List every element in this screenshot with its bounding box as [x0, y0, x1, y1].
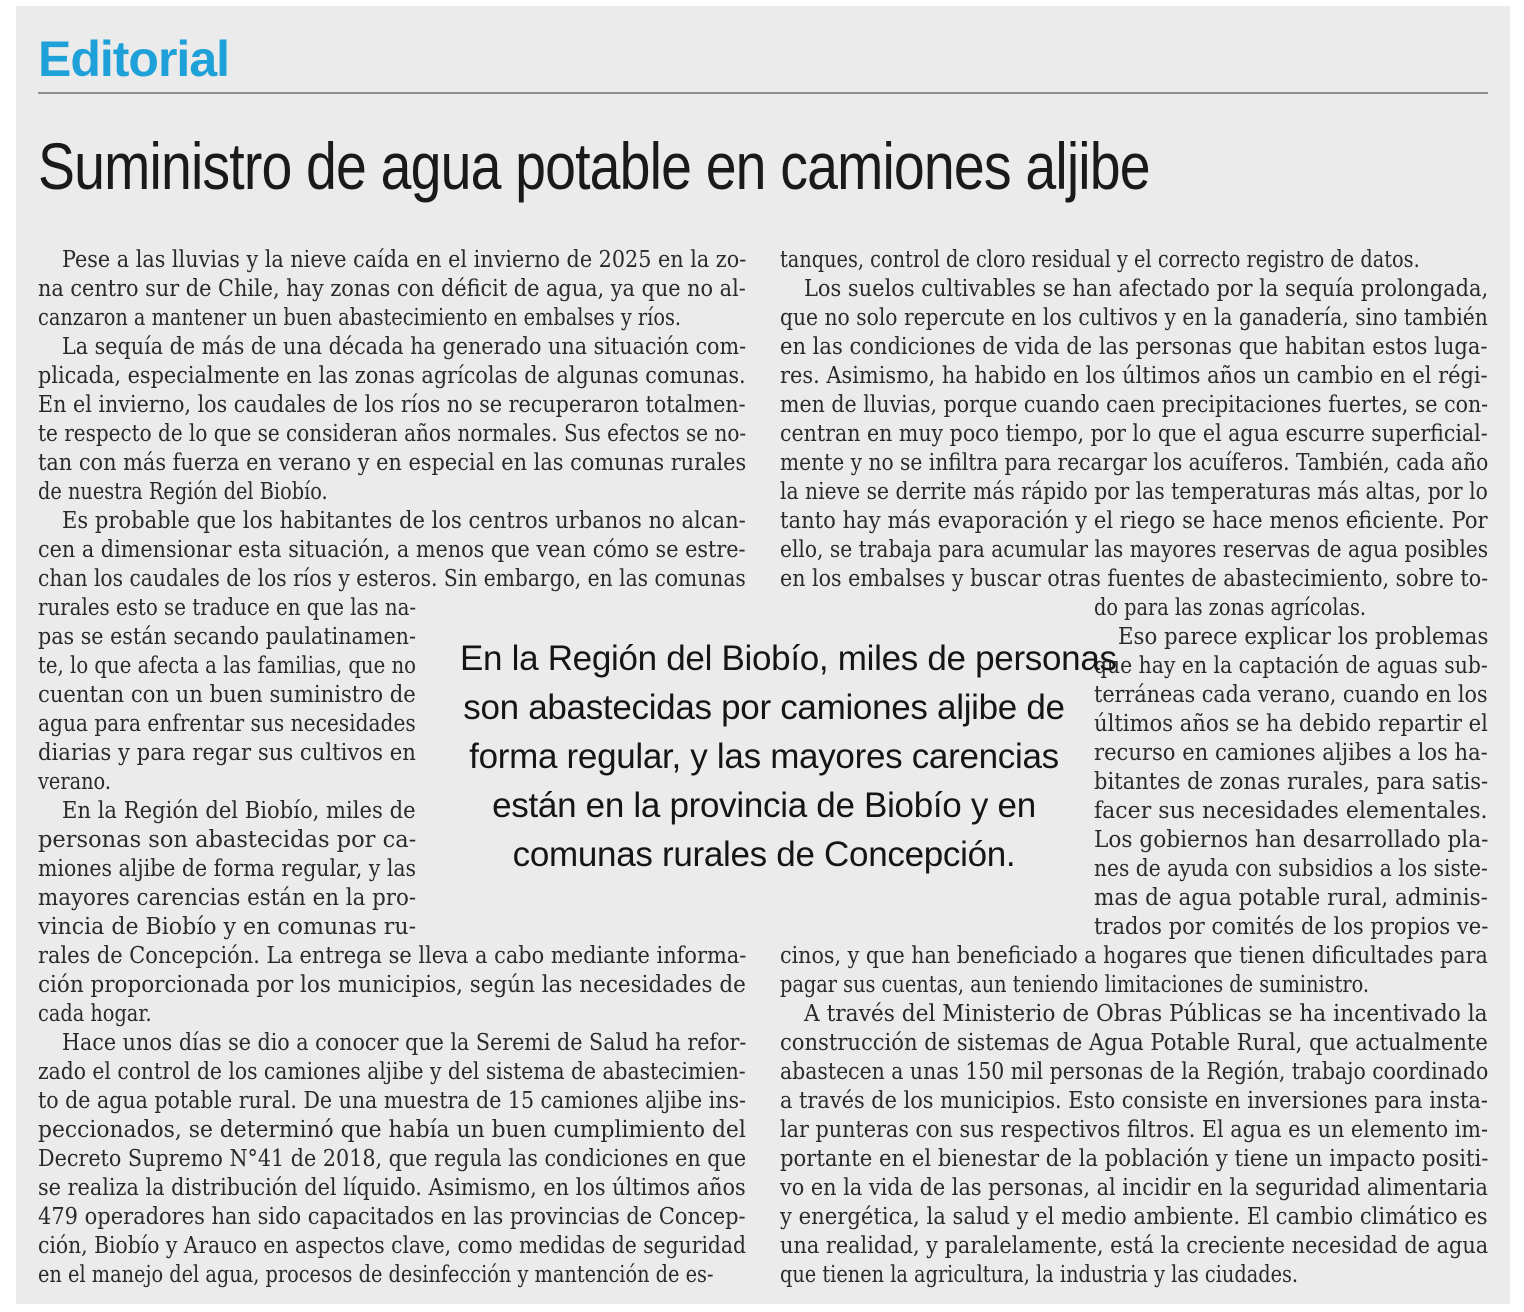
text-line: diarias y para regar sus cultivos en: [38, 740, 416, 766]
text-line: Los suelos cultivables se han afectado por la sequía prolongada,: [804, 276, 1489, 302]
newspaper-page: [16, 6, 1510, 1304]
text-line: chan los caudales de los ríos y esteros. Sin embargo, en las comunas: [38, 566, 746, 592]
text-line: do para las zonas agrícolas.: [1094, 595, 1367, 621]
text-line: verano.: [38, 769, 111, 795]
text-line: Es probable que los habitantes de los centros urbanos no alcan-: [62, 508, 746, 534]
pull-quote-line: son abastecidas por camiones aljibe de: [463, 688, 1065, 727]
text-line: abastecen a unas 150 mil personas de la Región, trabajo coordinado: [780, 1059, 1489, 1085]
text-line: cen a dimensionar esta situación, a menos que vean cómo se estre-: [38, 537, 746, 563]
text-line: cinos, y que han beneficiado a hogares que tienen dificultades para: [780, 943, 1488, 969]
text-line: te respecto de lo que se consideran años normales. Sus efectos se no-: [38, 421, 747, 447]
text-line: lar punteras con sus respectivos filtros. El agua es un elemento im-: [780, 1117, 1488, 1143]
text-line: en el manejo del agua, procesos de desinfección y mantención de es-: [38, 1262, 714, 1288]
text-line: plicada, especialmente en las zonas agrícolas de algunas comunas.: [38, 363, 746, 389]
text-line: bitantes de zonas rurales, para satis-: [1094, 769, 1489, 795]
text-line: recurso en camiones aljibes a los ha-: [1094, 740, 1488, 766]
text-line: a través de los municipios. Esto consiste en inversiones para insta-: [780, 1088, 1488, 1114]
text-line: cuentan con un buen suministro de: [38, 682, 416, 708]
text-line: pas se están secando paulatinamen-: [38, 624, 416, 650]
text-line: 479 operadores han sido capacitados en las provincias de Concep-: [38, 1204, 746, 1230]
pull-quote: [460, 634, 1117, 879]
text-line: se realiza la distribución del líquido. Asimismo, en los últimos años: [38, 1175, 746, 1201]
text-line: vincia de Biobío y en comunas ru-: [38, 914, 417, 940]
text-line: miones aljibe de forma regular, y las: [38, 856, 417, 882]
text-line: cada hogar.: [38, 1001, 152, 1027]
text-line: ción, Biobío y Arauco en aspectos clave, como medidas de seguridad: [38, 1233, 747, 1259]
text-line: tan con más fuerza en verano y en especial en las comunas rurales: [38, 450, 747, 476]
text-line: en las condiciones de vida de las personas que habitan estos luga-: [780, 334, 1488, 360]
text-line: vo en la vida de las personas, al incidir en la seguridad alimentaria: [780, 1175, 1488, 1201]
text-line: En la Región del Biobío, miles de: [62, 798, 416, 824]
text-line: y energética, la salud y el medio ambiente. El cambio climático es: [780, 1204, 1488, 1230]
text-line: Decreto Supremo N°41 de 2018, que regula las condiciones en que: [38, 1146, 747, 1172]
text-line: Pese a las lluvias y la nieve caída en el invierno de 2025 en la zo-: [62, 247, 747, 273]
text-line: portante en el bienestar de la población y tiene un impacto positi-: [780, 1146, 1489, 1172]
headline: Suministro de agua potable en camiones aljibe: [38, 129, 1150, 203]
text-line: nes de ayuda con subsidios a los siste-: [1094, 856, 1488, 882]
text-line: tanques, control de cloro residual y el correcto registro de datos.: [780, 247, 1420, 273]
text-line: de nuestra Región del Biobío.: [38, 479, 328, 505]
text-line: ello, se trabaja para acumular las mayores reservas de agua posibles: [780, 537, 1489, 563]
text-line: tanto hay más evaporación y el riego se hace menos eficiente. Por: [780, 508, 1488, 534]
text-line: mas de agua potable rural, adminis-: [1094, 885, 1488, 911]
text-line: centran en muy poco tiempo, por lo que el agua escurre superficial-: [780, 421, 1488, 447]
text-line: trados por comités de los propios ve-: [1094, 914, 1489, 940]
pull-quote-line: En la Región del Biobío, miles de personas: [460, 639, 1117, 678]
text-line: que tienen la agricultura, la industria y las ciudades.: [780, 1262, 1299, 1288]
text-line: Hace unos días se dio a conocer que la Seremi de Salud ha refor-: [62, 1030, 747, 1056]
section-divider: [38, 92, 1488, 94]
text-line: res. Asimismo, ha habido en los últimos años un cambio en el régi-: [780, 363, 1488, 389]
pull-quote-line: forma regular, y las mayores carencias: [469, 737, 1059, 776]
text-line: En el invierno, los caudales de los ríos no se recuperaron totalmen-: [38, 392, 746, 418]
text-line: personas son abastecidas por ca-: [38, 827, 417, 853]
text-line: en los embalses y buscar otras fuentes de abastecimiento, sobre to-: [780, 566, 1489, 592]
text-line: agua para enfrentar sus necesidades: [38, 711, 416, 737]
text-line: terráneas cada verano, cuando en los: [1094, 682, 1488, 708]
text-line: facer sus necesidades elementales.: [1094, 798, 1488, 824]
text-line: peccionados, se determinó que había un buen cumplimiento del: [38, 1117, 746, 1143]
text-line: construcción de sistemas de Agua Potable Rural, que actualmente: [780, 1030, 1488, 1056]
text-line: rales de Concepción. La entrega se lleva a cabo mediante informa-: [38, 943, 747, 969]
text-line: na centro sur de Chile, hay zonas con déficit de agua, ya que no al-: [38, 276, 746, 302]
text-line: una realidad, y paralelamente, está la creciente necesidad de agua: [780, 1233, 1489, 1259]
pull-quote-line: están en la provincia de Biobío y en: [492, 786, 1036, 825]
text-line: Eso parece explicar los problemas: [1118, 624, 1489, 650]
text-line: ción proporcionada por los municipios, según las necesidades de: [38, 972, 746, 998]
text-line: que hay en la captación de aguas sub-: [1094, 653, 1488, 679]
text-line: rurales esto se traduce en que las na-: [38, 595, 417, 621]
text-line: to de agua potable rural. De una muestra de 15 camiones aljibe ins-: [38, 1088, 746, 1114]
text-line: mente y no se infiltra para recargar los acuíferos. También, cada año: [780, 450, 1489, 476]
text-line: canzaron a mantener un buen abastecimiento en embalses y ríos.: [38, 305, 682, 331]
text-line: te, lo que afecta a las familias, que no: [38, 653, 416, 679]
text-line: La sequía de más de una década ha generado una situación com-: [62, 334, 747, 360]
text-line: Los gobiernos han desarrollado pla-: [1094, 827, 1489, 853]
text-line: que no solo repercute en los cultivos y en la ganadería, sino también: [780, 305, 1488, 331]
text-line: mayores carencias están en la pro-: [38, 885, 417, 911]
text-line: zado el control de los camiones aljibe y del sistema de abastecimien-: [38, 1059, 746, 1085]
section-label: Editorial: [38, 31, 230, 87]
text-line: pagar sus cuentas, aun teniendo limitaciones de suministro.: [780, 972, 1370, 998]
text-line: la nieve se derrite más rápido por las temperaturas más altas, por lo: [780, 479, 1488, 505]
text-line: men de lluvias, porque cuando caen precipitaciones fuertes, se con-: [780, 392, 1489, 418]
text-line: A través del Ministerio de Obras Públicas se ha incentivado la: [804, 1001, 1488, 1027]
text-line: últimos años se ha debido repartir el: [1094, 711, 1488, 737]
pull-quote-line: comunas rurales de Concepción.: [512, 835, 1016, 874]
